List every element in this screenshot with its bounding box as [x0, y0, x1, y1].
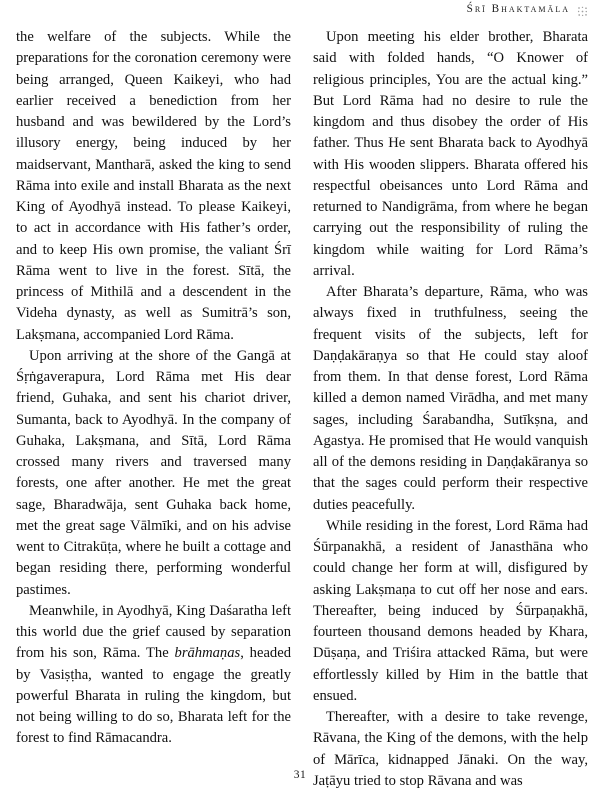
right-column — [313, 27, 588, 789]
paragraph: While residing in the forest, Lord Rāma had Śūrpanakhā, a resident of Janasthāna who could change her form at will, disfigured by asking Lakṣmaṇa to cut off her nose and ears. Thereafter, being induced by Śūrpaṇakhā, fourteen thousand demons headed by Khara, Dūṣaṇa, and Triśira attacked Rāma, but were effortlessly killed by Him in the battle that ensued. — [313, 517, 588, 704]
paragraph-text-run: Meanwhile, in Ayodhyā, King Daśaratha left this world due the grief caused by separation from his son, Rāma. The — [16, 602, 291, 662]
sanskrit-term: brāhmaṇas — [174, 645, 241, 662]
running-header-title: Śrī Bhaktamāla — [466, 3, 570, 15]
paragraph-text-run: , headed by Vasiṣṭha, wanted to engage the greatly powerful Bharata in ruling the kingdom, but not being willing to do so, Bharata left for the forest to find Rāmacandra. — [16, 645, 291, 747]
left-column — [16, 27, 291, 747]
page-number: 31 — [293, 769, 307, 781]
paragraph: Thereafter, with a desire to take revenge, Rāvana, the King of the demons, with the help of Mārīca, kidnapped Jānaki. On the way, Jaṭāyu tried to stop Rāvana and was — [313, 709, 588, 789]
paragraph: Upon arriving at the shore of the Gangā at Śṛṅgaverapura, Lord Rāma met His dear friend, Guhaka, and sent his chariot driver, Sumanta, back to Ayodhyā. In the company of Guhaka, Lakṣmana, and Sītā, Lord Rāma crossed many rivers and traversed many forests, one after another. He met the great sage, Bharadwāja, sent Guhaka back home, met the great sage Vālmīki, and on his advise went to Citrakūṭa, where he built a cottage and began residing there, performing wonderful pastimes. — [16, 347, 291, 598]
running-header — [467, 2, 588, 16]
dot-cluster-ornament-icon — [577, 4, 588, 15]
paragraph: Upon meeting his elder brother, Bharata said with folded hands, “O Knower of religious principles, You are the actual king.” But Lord Rāma had no desire to rule the kingdom and thus disobey the order of His father. Thus He sent Bharata back to Ayodhyā with His wooden slippers. Bharata offered his respectful obeisances unto Lord Rāma and returned to Nandigrāma, from where he began carrying out the responsibility of ruling the kingdom while waiting for Lord Rāma’s arrival. — [313, 29, 588, 279]
paragraph — [16, 601, 291, 750]
paragraph: the welfare of the subjects. While the preparations for the coronation ceremony were being arranged, Queen Kaikeyi, who had earlier received a benediction from her husband and was bewildered by the Lord’s illusory energy, being induced by her maidservant, Mantharā, asked the king to send Rāma into exile and install Bharata as the next King of Ayodhyā instead. To please Kaikeyi, to act in accordance with His father’s order, and to keep His own promise, the valiant Śrī Rāma went to live in the forest. Sītā, the princess of Mithilā and a descendent in the Videha dynasty, as well as Sumitrā’s son, Lakṣmana, accompanied Lord Rāma. — [16, 29, 291, 343]
paragraph: After Bharata’s departure, Rāma, who was always fixed in truthfulness, seeing the frequent visits of the subjects, left for Daṇḍakāraṇya so that He could stay aloof from them. In that dense forest, Lord Rāma killed a demon named Virādha, and met many sages, including Śarabandha, Sutīkṣna, and Agastya. He promised that He would vanquish all of the demons residing in Daṇḍakāranya so that the sages could perform their respective duties peacefully. — [313, 284, 588, 513]
